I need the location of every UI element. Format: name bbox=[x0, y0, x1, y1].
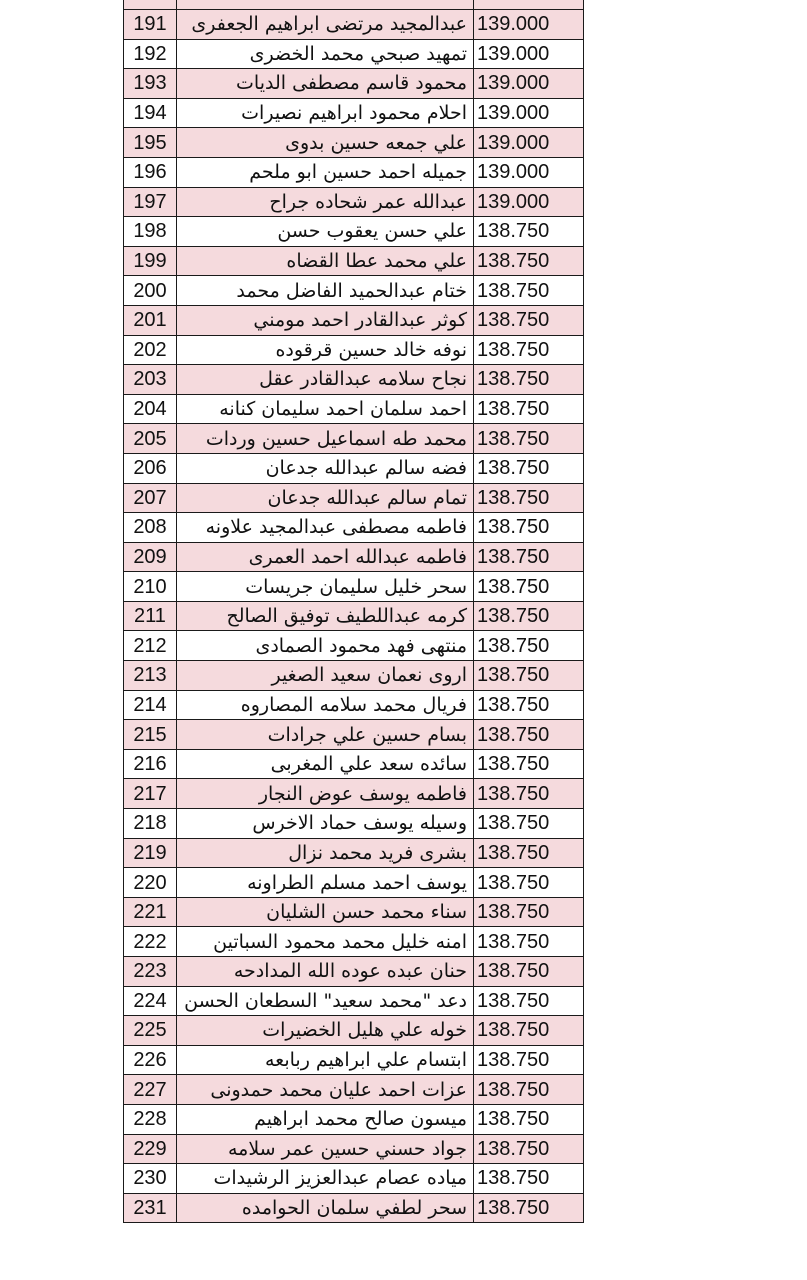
table-row bbox=[124, 187, 584, 217]
row-name-cell: منتهى فهد محمود الصمادى bbox=[177, 631, 474, 661]
row-number-cell: 222 bbox=[124, 927, 177, 957]
row-score-cell: 138.750 bbox=[474, 779, 584, 809]
row-number-cell: 199 bbox=[124, 246, 177, 276]
row-name-cell: عزات احمد عليان محمد حمدونى bbox=[177, 1075, 474, 1105]
row-score-cell: 138.750 bbox=[474, 1104, 584, 1134]
row-name-cell: سناء محمد حسن الشليان bbox=[177, 897, 474, 927]
row-number-cell: 217 bbox=[124, 779, 177, 809]
row-score-cell: 138.750 bbox=[474, 927, 584, 957]
row-number-cell: 194 bbox=[124, 98, 177, 128]
row-number-cell: 216 bbox=[124, 749, 177, 779]
row-number-cell: 213 bbox=[124, 661, 177, 691]
row-number-cell: 210 bbox=[124, 572, 177, 602]
row-score-cell: 138.750 bbox=[474, 868, 584, 898]
row-number-cell: 212 bbox=[124, 631, 177, 661]
row-name-cell: نجاح سلامه عبدالقادر عقل bbox=[177, 365, 474, 395]
table-row bbox=[124, 246, 584, 276]
row-score-cell: 138.750 bbox=[474, 513, 584, 543]
row-score-cell: 138.750 bbox=[474, 246, 584, 276]
table-row bbox=[124, 897, 584, 927]
row-name-cell: كرمه عبداللطيف توفيق الصالح bbox=[177, 601, 474, 631]
table-row bbox=[124, 276, 584, 306]
row-name-cell: سحر لطفي سلمان الحوامده bbox=[177, 1193, 474, 1223]
row-number-cell: 225 bbox=[124, 1016, 177, 1046]
table-row bbox=[124, 453, 584, 483]
row-score-cell: 138.750 bbox=[474, 217, 584, 247]
table-row bbox=[124, 1164, 584, 1194]
row-number-cell: 192 bbox=[124, 39, 177, 69]
row-number-cell: 230 bbox=[124, 1164, 177, 1194]
row-name-cell: جواد حسني حسين عمر سلامه bbox=[177, 1134, 474, 1164]
table-row bbox=[124, 986, 584, 1016]
row-name-cell: كوثر عبدالقادر احمد مومني bbox=[177, 305, 474, 335]
row-name-cell: مياده عصام عبدالعزيز الرشيدات bbox=[177, 1164, 474, 1194]
row-number-cell: 201 bbox=[124, 305, 177, 335]
table-row bbox=[124, 1075, 584, 1105]
row-score-cell: 138.750 bbox=[474, 276, 584, 306]
table-row bbox=[124, 365, 584, 395]
row-name-cell: فاطمه يوسف عوض النجار bbox=[177, 779, 474, 809]
row-name-cell: فاطمه مصطفى عبدالمجيد علاونه bbox=[177, 513, 474, 543]
table-row bbox=[124, 483, 584, 513]
row-number-cell: 203 bbox=[124, 365, 177, 395]
row-number-cell: 214 bbox=[124, 690, 177, 720]
table-row bbox=[124, 927, 584, 957]
row-score-cell: 138.750 bbox=[474, 957, 584, 987]
table-row bbox=[124, 601, 584, 631]
row-name-cell: حنان عبده عوده الله المدادحه bbox=[177, 957, 474, 987]
row-number-cell: 215 bbox=[124, 720, 177, 750]
row-score-cell: 138.750 bbox=[474, 897, 584, 927]
row-score-cell: 138.750 bbox=[474, 749, 584, 779]
row-score-cell: 139.000 bbox=[474, 10, 584, 40]
row-name-cell: عبدالمجيد مرتضى ابراهيم الجعفرى bbox=[177, 10, 474, 40]
row-number-cell: 206 bbox=[124, 453, 177, 483]
row-number-cell: 220 bbox=[124, 868, 177, 898]
scores-table bbox=[123, 0, 584, 1223]
row-name-cell: محمد طه اسماعيل حسين وردات bbox=[177, 424, 474, 454]
scores-table-body bbox=[124, 0, 584, 1223]
row-number-cell: 200 bbox=[124, 276, 177, 306]
row-score-cell: 138.750 bbox=[474, 601, 584, 631]
table-row bbox=[124, 838, 584, 868]
row-score-cell: 138.750 bbox=[474, 720, 584, 750]
row-name-cell: نوفه خالد حسين قرقوده bbox=[177, 335, 474, 365]
row-name-cell: تمام سالم عبدالله جدعان bbox=[177, 483, 474, 513]
row-name-cell: جميله احمد حسين ابو ملحم bbox=[177, 157, 474, 187]
table-row bbox=[124, 98, 584, 128]
row-name-cell: وسيله يوسف حماد الاخرس bbox=[177, 809, 474, 839]
table-row bbox=[124, 749, 584, 779]
row-name-cell: علي جمعه حسين بدوى bbox=[177, 128, 474, 158]
row-score-cell: 138.750 bbox=[474, 365, 584, 395]
row-score-cell: 139.000 bbox=[474, 69, 584, 99]
row-name-cell: فضه سالم عبدالله جدعان bbox=[177, 453, 474, 483]
row-number-cell: 219 bbox=[124, 838, 177, 868]
table-row bbox=[124, 720, 584, 750]
row-number-cell: 207 bbox=[124, 483, 177, 513]
table-row bbox=[124, 424, 584, 454]
row-name-cell: ابتسام علي ابراهيم ربابعه bbox=[177, 1045, 474, 1075]
row-name-cell: اروى نعمان سعيد الصغير bbox=[177, 661, 474, 691]
row-number-cell: 221 bbox=[124, 897, 177, 927]
row-number-cell: 218 bbox=[124, 809, 177, 839]
table-row bbox=[124, 10, 584, 40]
row-score-cell: 139.000 bbox=[474, 157, 584, 187]
table-row bbox=[124, 1104, 584, 1134]
row-name-cell: خوله علي هليل الخضيرات bbox=[177, 1016, 474, 1046]
row-name-cell: سحر خليل سليمان جريسات bbox=[177, 572, 474, 602]
row-number-cell: 209 bbox=[124, 542, 177, 572]
row-number-cell: 224 bbox=[124, 986, 177, 1016]
row-score-cell: 138.750 bbox=[474, 483, 584, 513]
table-row bbox=[124, 690, 584, 720]
row-score-cell bbox=[474, 0, 584, 10]
row-score-cell: 138.750 bbox=[474, 1016, 584, 1046]
row-name-cell: دعد "محمد سعيد" السطعان الحسن bbox=[177, 986, 474, 1016]
row-score-cell: 138.750 bbox=[474, 809, 584, 839]
row-number-cell: 191 bbox=[124, 10, 177, 40]
row-name-cell: ميسون صالح محمد ابراهيم bbox=[177, 1104, 474, 1134]
table-row bbox=[124, 809, 584, 839]
row-number-cell: 193 bbox=[124, 69, 177, 99]
row-number-cell: 202 bbox=[124, 335, 177, 365]
row-score-cell: 138.750 bbox=[474, 572, 584, 602]
table-row-cut-off bbox=[124, 0, 584, 10]
table-row bbox=[124, 39, 584, 69]
row-score-cell: 138.750 bbox=[474, 986, 584, 1016]
row-number-cell: 223 bbox=[124, 957, 177, 987]
table-row bbox=[124, 868, 584, 898]
row-score-cell: 138.750 bbox=[474, 394, 584, 424]
table-row bbox=[124, 513, 584, 543]
row-name-cell: يوسف احمد مسلم الطراونه bbox=[177, 868, 474, 898]
row-number-cell: 197 bbox=[124, 187, 177, 217]
row-name-cell: احمد سلمان احمد سليمان كنانه bbox=[177, 394, 474, 424]
table-row bbox=[124, 394, 584, 424]
row-score-cell: 138.750 bbox=[474, 1193, 584, 1223]
row-number-cell: 231 bbox=[124, 1193, 177, 1223]
row-number-cell: 227 bbox=[124, 1075, 177, 1105]
table-row bbox=[124, 542, 584, 572]
row-score-cell: 139.000 bbox=[474, 128, 584, 158]
row-name-cell: ختام عبدالحميد الفاضل محمد bbox=[177, 276, 474, 306]
row-score-cell: 139.000 bbox=[474, 187, 584, 217]
row-number-cell: 229 bbox=[124, 1134, 177, 1164]
row-name-cell: محمود قاسم مصطفى الديات bbox=[177, 69, 474, 99]
row-score-cell: 138.750 bbox=[474, 1075, 584, 1105]
table-row bbox=[124, 1134, 584, 1164]
row-number-cell bbox=[124, 0, 177, 10]
row-name-cell: علي حسن يعقوب حسن bbox=[177, 217, 474, 247]
row-score-cell: 138.750 bbox=[474, 690, 584, 720]
row-number-cell: 205 bbox=[124, 424, 177, 454]
row-number-cell: 228 bbox=[124, 1104, 177, 1134]
row-number-cell: 204 bbox=[124, 394, 177, 424]
table-row bbox=[124, 157, 584, 187]
table-row bbox=[124, 1045, 584, 1075]
row-score-cell: 139.000 bbox=[474, 98, 584, 128]
row-score-cell: 138.750 bbox=[474, 335, 584, 365]
table-row bbox=[124, 305, 584, 335]
table-row bbox=[124, 1193, 584, 1223]
row-name-cell: عبدالله عمر شحاده جراح bbox=[177, 187, 474, 217]
table-row bbox=[124, 1016, 584, 1046]
table-row bbox=[124, 128, 584, 158]
row-name-cell bbox=[177, 0, 474, 10]
row-score-cell: 138.750 bbox=[474, 1045, 584, 1075]
row-name-cell: بسام حسين علي جرادات bbox=[177, 720, 474, 750]
row-score-cell: 138.750 bbox=[474, 631, 584, 661]
table-row bbox=[124, 661, 584, 691]
table-row bbox=[124, 631, 584, 661]
row-name-cell: فريال محمد سلامه المصاروه bbox=[177, 690, 474, 720]
table-row bbox=[124, 217, 584, 247]
table-row bbox=[124, 69, 584, 99]
row-score-cell: 138.750 bbox=[474, 453, 584, 483]
row-score-cell: 138.750 bbox=[474, 424, 584, 454]
row-number-cell: 195 bbox=[124, 128, 177, 158]
row-name-cell: علي محمد عطا القضاه bbox=[177, 246, 474, 276]
row-name-cell: سائده سعد علي المغربى bbox=[177, 749, 474, 779]
row-score-cell: 138.750 bbox=[474, 1134, 584, 1164]
row-score-cell: 139.000 bbox=[474, 39, 584, 69]
row-number-cell: 198 bbox=[124, 217, 177, 247]
row-score-cell: 138.750 bbox=[474, 1164, 584, 1194]
row-number-cell: 211 bbox=[124, 601, 177, 631]
row-score-cell: 138.750 bbox=[474, 305, 584, 335]
row-name-cell: تمهيد صبحي محمد الخضرى bbox=[177, 39, 474, 69]
row-name-cell: امنه خليل محمد محمود السباتين bbox=[177, 927, 474, 957]
row-name-cell: بشرى فريد محمد نزال bbox=[177, 838, 474, 868]
row-name-cell: احلام محمود ابراهيم نصيرات bbox=[177, 98, 474, 128]
table-row bbox=[124, 779, 584, 809]
row-number-cell: 226 bbox=[124, 1045, 177, 1075]
row-name-cell: فاطمه عبدالله احمد العمرى bbox=[177, 542, 474, 572]
row-number-cell: 208 bbox=[124, 513, 177, 543]
row-score-cell: 138.750 bbox=[474, 542, 584, 572]
row-score-cell: 138.750 bbox=[474, 661, 584, 691]
table-row bbox=[124, 572, 584, 602]
row-score-cell: 138.750 bbox=[474, 838, 584, 868]
table-row bbox=[124, 335, 584, 365]
table-row bbox=[124, 957, 584, 987]
row-number-cell: 196 bbox=[124, 157, 177, 187]
